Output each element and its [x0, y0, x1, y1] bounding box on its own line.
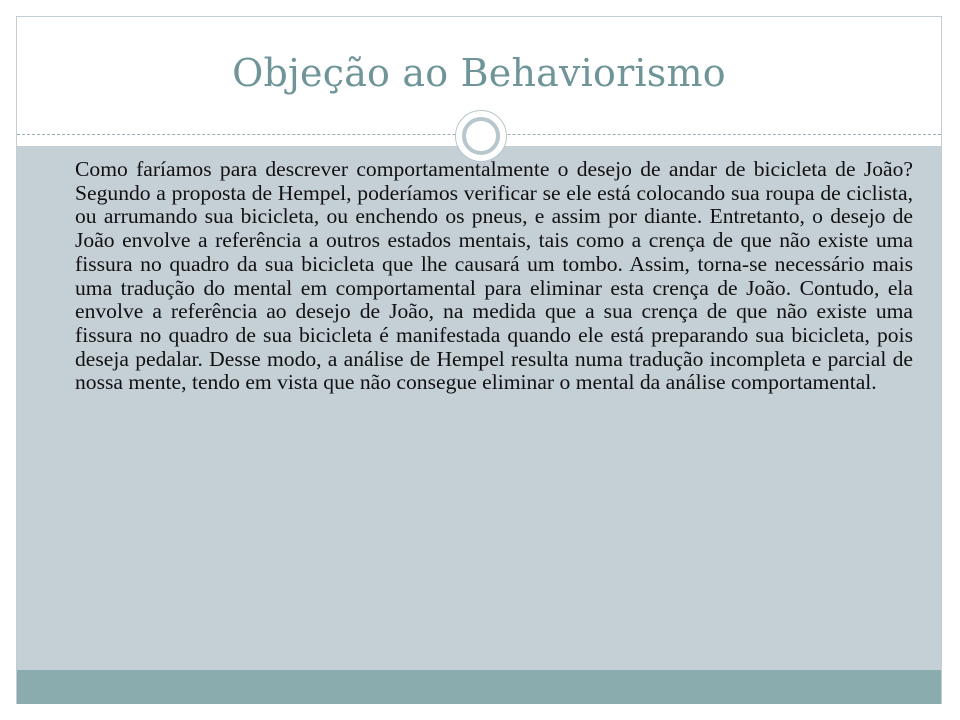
ring-inner	[462, 117, 500, 155]
ring-ornament-icon	[455, 110, 507, 162]
slide-title: Objeção ao Behaviorismo	[232, 51, 726, 95]
body-paragraph: Como faríamos para descrever comportamentalmente o desejo de andar de bicicleta de João? Segundo a proposta de Hempel, poderíamos verificar se ele está colocando sua roupa de ciclista, ou arrumando sua bicicleta, ou enchendo os pneus, e assim por diante. Entretanto, o desejo de João envolve a referência a outros estados mentais, tais como a crença de que não existe uma fissura no quadro da sua bicicleta que lhe causará um tombo. Assim, torna-se necessário mais uma tradução do mental em comportamental para eliminar esta crença de João. Contudo, ela envolve a referência ao desejo de João, na medida que a sua crença de que não existe uma fissura no quadro de sua bicicleta é manifestada quando ele está preparando sua bicicleta, pois deseja pedalar. Desse modo, a análise de Hempel resulta numa tradução incompleta e parcial de nossa mente, tendo em vista que não consegue eliminar o mental da análise comportamental.	[75, 157, 913, 395]
footer-band	[17, 670, 941, 704]
